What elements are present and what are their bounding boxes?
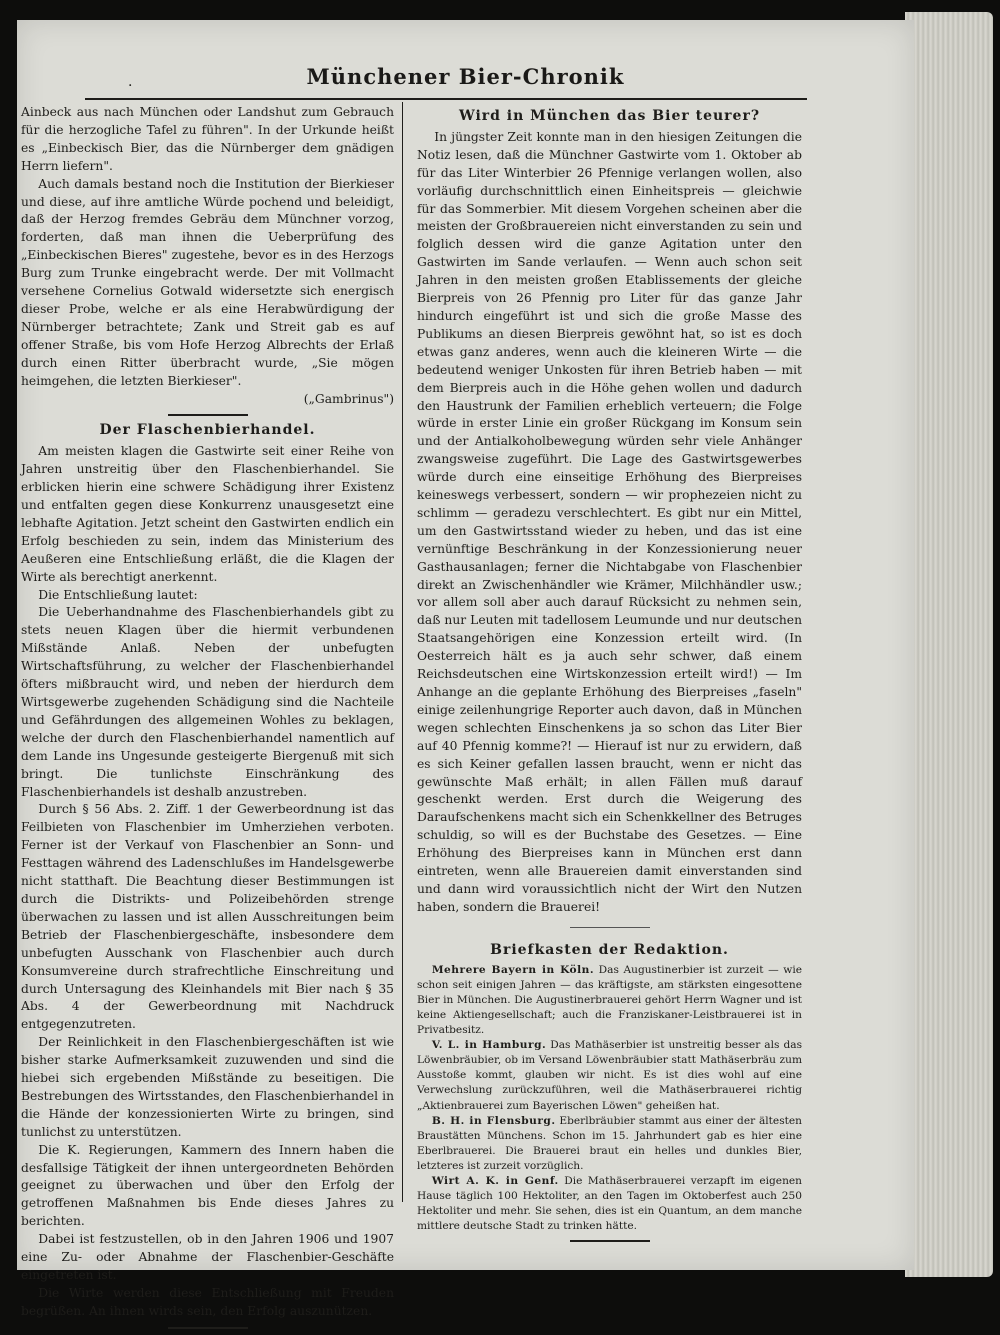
briefkasten-answer: Eberlbräubier stammt aus einer der ältesten Braustätten Münchens. Schon im 15. Jahrhundert gab es hier eine Eberlbrauerei. Die Brauerei braut ein helles und dunkles Bier, letzteres ist zurzeit vorzüglich. xyxy=(417,1114,802,1172)
briefkasten-recipient: V. L. in Hamburg. xyxy=(431,1039,547,1052)
right-column xyxy=(417,104,802,1248)
briefkasten-answer: Das Mathäserbier ist unstreitig besser als das Löwenbräubier, ob im Versand Löwenbräubier statt Mathäserbräu zum Ausstoße kommt, glauben wir nicht. Es ist dies wohl auf eine Verwechslung zurückzuführen, weil die Mathäserbrauerei richtig „Aktienbrauerei zum Bayerischen Löwen" geheißen hat. xyxy=(417,1039,803,1112)
header-dot: · xyxy=(128,78,133,94)
briefkasten-list xyxy=(417,963,802,1235)
briefkasten-entry xyxy=(417,1114,802,1174)
book-page-edges xyxy=(905,12,993,1277)
paragraph: Der Reinlichkeit in den Flaschenbiergeschäften ist wie bisher starke Aufmerksamkeit zuzuwenden und sind die hiebei sich ergebenden Mißstände zu beseitigen. Die Bestrebungen des Wirtsstandes, den Flaschenbierhandel in die Hände der konzessionierten Wirte zu bringen, sind tunlichst zu unterstützen. xyxy=(21,1035,394,1139)
paragraph: Dabei ist festzustellen, ob in den Jahren 1906 und 1907 eine Zu- oder Abnahme der Flaschenbier-Geschäfte eingetreten ist. xyxy=(21,1232,394,1282)
paragraph: Auch damals bestand noch die Institution der Bierkieser und diese, auf ihre amtliche Würde pochend und beleidigt, daß der Herzog fremdes Gebräu dem Münchner vorzog, forderten, daß man ihnen die Ueberprüfung des „Einbeckischen Bieres" zugestehe, bevor es in des Herzogs Burg zum Trunke eingebracht werde. Der mit Vollmacht versehene Cornelius Gotwald widersetzte sich energisch dieser Probe, welche er als eine Herabwürdigung der Nürnberger betrachtete; Zank und Streit gab es auf offener Straße, bis vom Hofe Herzog Albrechts der Erlaß durch einen Ritter überbracht wurde, „Sie mögen heimgehen, die letzten Bierkieser". xyxy=(21,176,394,388)
paragraph: Am meisten klagen die Gastwirte seit einer Reihe von Jahren unstreitig über den Flaschenbierhandel. Sie erblicken hierin eine schwere Schädigung ihrer Existenz und entfalten gegen diese Konkurrenz unausgesetzt eine lebhafte Agitation. Jetzt scheint den Gastwirten endlich ein Erfolg beschieden zu sein, indem das Ministerium des Aeußeren eine Entschließung erläßt, die die Klagen der Wirte als berechtigt anerkennt. xyxy=(21,444,394,584)
paragraph: Die Ueberhandnahme des Flaschenbierhandels gibt zu stets neuen Klagen über die hiermit verbundenen Mißstände Anlaß. Neben der unbefugten Wirtschaftsführung, zu welcher der Flaschenbierhandel öfters mißbraucht wird, und neben der hierdurch dem Wirtsgewerbe zugehenden Schädigung sind die Nachteile und Gefährdungen des allgemeinen Wohles zu beklagen, welche der durch den Flaschenbierhandel namentlich auf dem Lande ins Ungesunde gesteigerte Biergenuß mit sich bringt. Die tunlichste Einschränkung des Flaschenbierhandels ist deshalb anzustreben. xyxy=(21,605,394,799)
column-divider xyxy=(402,102,403,1202)
briefkasten-answer: Die Mathäserbrauerei verzapft im eigenen Hause täglich 100 Hektoliter, an den Tagen im Oktoberfest auch 250 Hektoliter und mehr. Sie sehen, dies ist ein Quantum, an dem manche mittlere deutsche Stadt zu trinken hätte. xyxy=(417,1175,802,1233)
header-rule xyxy=(85,98,807,100)
briefkasten-recipient: B. H. in Flensburg. xyxy=(431,1114,556,1127)
paragraph: Die K. Regierungen, Kammern des Innern haben die desfallsige Tätigkeit der ihnen untergeordneten Behörden geeignet zu überwachen und über den Erfolg der getroffenen Maßnahmen bis Ende dieses Jahres zu berichten. xyxy=(21,1142,394,1229)
section-separator xyxy=(168,1327,248,1329)
section-heading-briefkasten: Briefkasten der Redaktion. xyxy=(490,941,729,958)
briefkasten-entry xyxy=(417,1038,802,1113)
left-column xyxy=(21,104,394,1335)
section-heading-flaschenbierhandel: Der Flaschenbierhandel. xyxy=(99,422,316,439)
newspaper-page xyxy=(17,20,914,1318)
page-title: Münchener Bier-Chronik xyxy=(306,64,625,89)
briefkasten-recipient: Mehrere Bayern in Köln. xyxy=(431,963,595,976)
section-separator xyxy=(168,414,248,416)
section-separator xyxy=(570,927,650,928)
paragraph: Durch § 56 Abs. 2. Ziff. 1 der Gewerbeordnung ist das Feilbieten von Flaschenbier im Umherziehen verboten. Ferner ist der Verkauf von Flaschenbier an Sonn- und Festtagen während des Ladenschlußes im Handelsgewerbe nicht statthaft. Die Beachtung dieser Bestimmungen ist durch die Distrikts- und Polizeibehörden strenge überwachen zu lassen und ist allen Ausschreitungen beim Betrieb der Flaschenbiergeschäfte, insbesondere dem unbefugten Ausschank von Flaschenbier auch durch Konsumvereine durch strafrechtliche Einschreitung und durch Untersagung des Kleinhandels mit Bier nach § 35 Abs. 4 der Gewerbeordnung mit Nachdruck entgegenzutreten. xyxy=(21,802,394,1032)
briefkasten-recipient: Wirt A. K. in Genf. xyxy=(431,1175,559,1187)
briefkasten-entry xyxy=(417,963,802,1038)
paragraph: In jüngster Zeit konnte man in den hiesigen Zeitungen die Notiz lesen, daß die Münchner Gastwirte vom 1. Oktober ab für das Liter Winterbier 26 Pfennige verlangen wollen, also vorläufig durchschnittlich einen Einheitspreis — gleichwie für das Sommerbier. Mit diesem Vorgehen scheinen aber die meisten der Großbrauereien nicht einverstanden zu sein und folglich dessen wird die ganze Agitation unter den Gastwirten im Sande verlaufen. — Wenn auch schon seit Jahren in den meisten großen Etablissements der gleiche Bierpreis von 26 Pfennig pro Liter für das ganze Jahr hindurch eingeführt ist und sich die große Masse des Publikums an diesen Bierpreis gewöhnt hat, so ist es doch etwas ganz anderes, wenn auch die kleineren Wirte — die bedeutend weniger Unkosten für ihren Betrieb haben — mit dem Bierpreis auch in die Höhe gehen wollen und dadurch den Haustrunk der Familien erheblich verteuern; die Folge würde in erster Linie ein großer Rückgang im Konsum sein und der Antialkoholbewegung würden sehr viele Anhänger zwangsweise zugeführt. Die Lage des Gastwirtsgewerbes würde durch eine einseitige Erhöhung des Bierpreises keineswegs verbessert, sondern — wir prophezeien nicht zu schlimm — geradezu verschlechtert. Es gibt nur ein Mittel, um den Gastwirtsstand wieder zu heben, und das ist eine vernünftige Beschränkung in der Konzessionierung neuer Gasthausanlagen; ferner die Nichtabgabe von Flaschenbier direkt an Zwischenhändler wie Krämer, Milchhändler usw.; vor allem soll aber auch darauf Rücksicht zu nehmen sein, daß nur Leuten mit tadellosem Leumunde und nur deutschen Staatsangehörigen eine Konzession erteilt wird. (In Oesterreich hält es ja auch sehr schwer, daß einem Reichsdeutschen eine Wirtskonzession erteilt wird!) — Im Anhange an die geplante Erhöhung des Bierpreises „faseln" einige zeilenhungrige Reporter auch davon, daß in München wegen schlechten Einschenkens ja so schon das Liter Bier auf 40 Pfennig komme?! — Hierauf ist nur zu erwidern, daß es sich Keiner gefallen lassen braucht, wenn er nicht das gewünschte Maß erhält; in allen Fällen muß darauf geschenkt werden. Erst durch die Weigerung des Daraufschenkens macht sich ein Schenkkellner des Betruges schuldig, so will es der Buchstabe des Gesetzes. — Eine Erhöhung des Bierpreises kann in München erst dann eintreten, wenn alle Brauereien damit einverstanden sind und dann wird voraussichtlich nicht der Wirt den Nutzen haben, sondern die Brauerei! xyxy=(417,129,802,914)
paragraph: Die Wirte werden diese Entschließung mit Freuden begrüßen. An ihnen wirds sein, den Erfolg auszunützen. xyxy=(21,1285,394,1318)
briefkasten-answer: Das Augustinerbier ist zurzeit — wie schon seit einigen Jahren — das kräftigste, am stärksten eingesottene Bier in München. Die Augustinerbrauerei gehört Herrn Wagner und ist keine Aktiengesellschaft; auch die Franziskaner-Leistbrauerei ist in Privatbesitz. xyxy=(417,963,802,1037)
briefkasten-entry xyxy=(417,1174,802,1234)
section-heading-bierpreis: Wird in München das Bier teurer? xyxy=(458,108,761,124)
paragraph: Ainbeck aus nach München oder Landshut zum Gebrauch für die herzogliche Tafel zu führen". In der Urkunde heißt es „Einbeckisch Bier, das die Nürnberger dem gnädigen Herrn liefern". xyxy=(21,105,394,173)
paragraph: Die Entschließung lautet: xyxy=(38,587,198,602)
section-separator xyxy=(570,1240,650,1242)
source-citation: („Gambrinus") xyxy=(303,391,394,406)
